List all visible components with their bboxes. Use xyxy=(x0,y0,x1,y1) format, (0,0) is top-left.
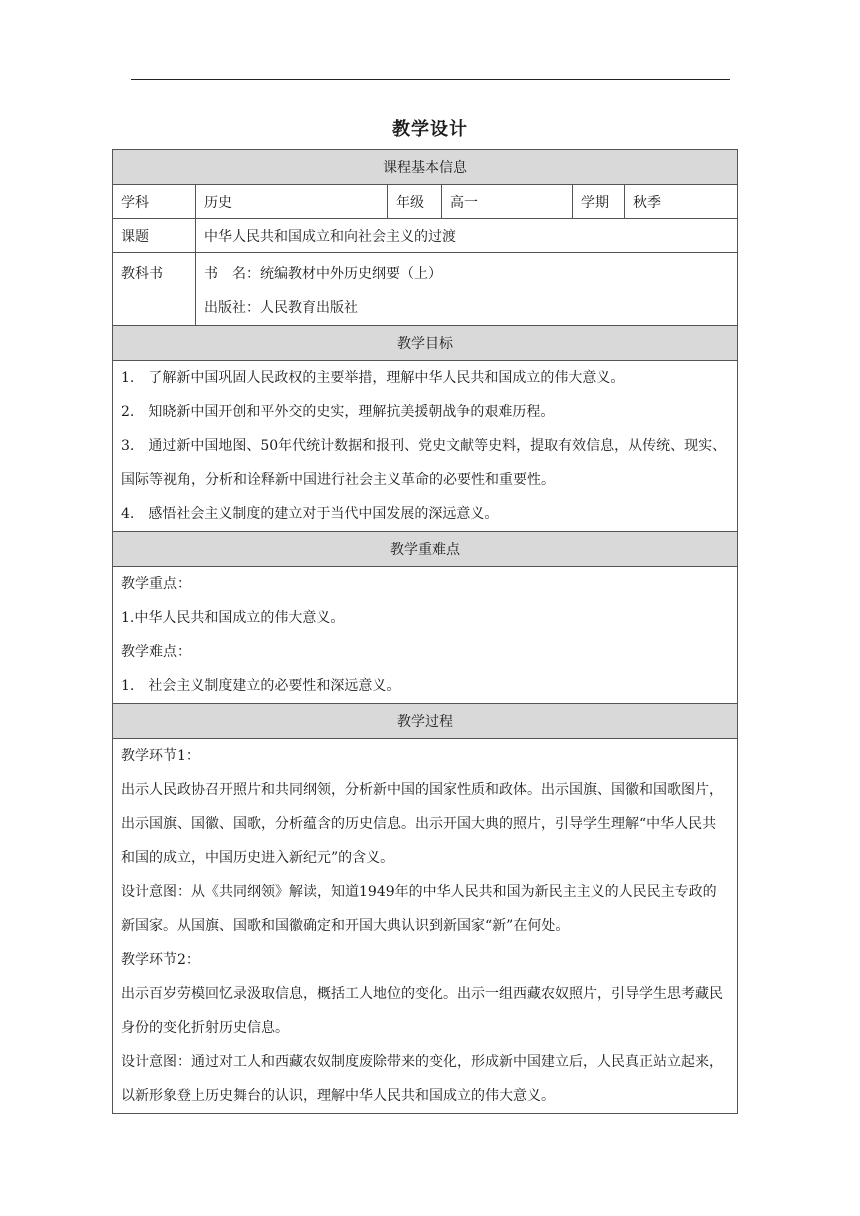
textbook-publisher: 出版社：人民教育出版社 xyxy=(204,300,358,316)
section-header-process xyxy=(113,704,738,739)
subject-row xyxy=(113,185,738,219)
process-row xyxy=(113,739,738,1114)
section-title: 课程基本信息 xyxy=(113,150,738,185)
step1-intent: 设计意图：从《共同纲领》解读，知道1949年的中华人民共和国为新民主主义的人民民主专政的新国家。从国旗、国歌和国徽确定和开国大典认识到新国家“新”在何处。 xyxy=(121,884,717,934)
objective-item: 1. 了解新中国巩固人民政权的主要举措，理解中华人民共和国成立的伟大意义。 xyxy=(121,370,625,386)
section-title: 教学重难点 xyxy=(113,532,738,567)
term-value: 秋季 xyxy=(625,185,738,219)
topic-value: 中华人民共和国成立和向社会主义的过渡 xyxy=(196,219,738,253)
section-title: 教学过程 xyxy=(113,704,738,739)
section-header-key-points xyxy=(113,532,738,567)
objective-item: 2. 知晓新中国开创和平外交的史实，理解抗美援朝战争的艰难历程。 xyxy=(121,404,555,420)
objectives-list xyxy=(113,361,738,532)
step2-label: 教学环节2： xyxy=(121,952,200,968)
key-item: 1.中华人民共和国成立的伟大意义。 xyxy=(121,610,345,626)
textbook-row xyxy=(113,253,738,326)
section-header-objectives xyxy=(113,326,738,361)
lesson-plan-table xyxy=(112,149,738,1114)
textbook-name: 书 名：统编教材中外历史纲要（上） xyxy=(204,266,442,282)
textbook-info xyxy=(196,253,738,326)
topic-label: 课题 xyxy=(113,219,196,253)
step1-text: 出示人民政协召开照片和共同纲领，分析新中国的国家性质和政体。出示国旗、国徽和国歌图片，出示国旗、国徽、国歌，分析蕴含的历史信息。出示开国大典的照片，引导学生理解“中华人民共和国的成立，中国历史进入新纪元”的含义。 xyxy=(121,782,723,866)
key-label: 教学重点： xyxy=(121,576,191,592)
difficulty-label: 教学难点： xyxy=(121,644,191,660)
textbook-label xyxy=(113,253,196,326)
step1-label: 教学环节1： xyxy=(121,748,200,764)
section-title: 教学目标 xyxy=(113,326,738,361)
objective-item: 3. 通过新中国地图、50年代统计数据和报刊、党史文献等史料，提取有效信息，从传统、现实、国际等视角，分析和诠释新中国进行社会主义革命的必要性和重要性。 xyxy=(121,438,727,488)
step2-text: 出示百岁劳模回忆录汲取信息，概括工人地位的变化。出示一组西藏农奴照片，引导学生思考藏民身份的变化折射历史信息。 xyxy=(121,986,723,1036)
textbook-label-text: 教科书 xyxy=(121,266,163,282)
process-content xyxy=(113,739,738,1114)
subject-value: 历史 xyxy=(196,185,388,219)
section-header-basic-info xyxy=(113,150,738,185)
subject-label: 学科 xyxy=(113,185,196,219)
key-points-content xyxy=(113,567,738,704)
header-rule xyxy=(131,79,730,80)
grade-label: 年级 xyxy=(388,185,442,219)
document-title: 教学设计 xyxy=(392,119,468,140)
term-label: 学期 xyxy=(573,185,625,219)
key-points-row xyxy=(113,567,738,704)
grade-value: 高一 xyxy=(442,185,573,219)
objectives-row xyxy=(113,361,738,532)
objective-item: 4. 感悟社会主义制度的建立对于当代中国发展的深远意义。 xyxy=(121,506,499,522)
topic-row xyxy=(113,219,738,253)
difficulty-item: 1. 社会主义制度建立的必要性和深远意义。 xyxy=(121,678,401,694)
step2-intent: 设计意图：通过对工人和西藏农奴制度废除带来的变化，形成新中国建立后，人民真正站立起来，以新形象登上历史舞台的认识，理解中华人民共和国成立的伟大意义。 xyxy=(121,1054,723,1104)
